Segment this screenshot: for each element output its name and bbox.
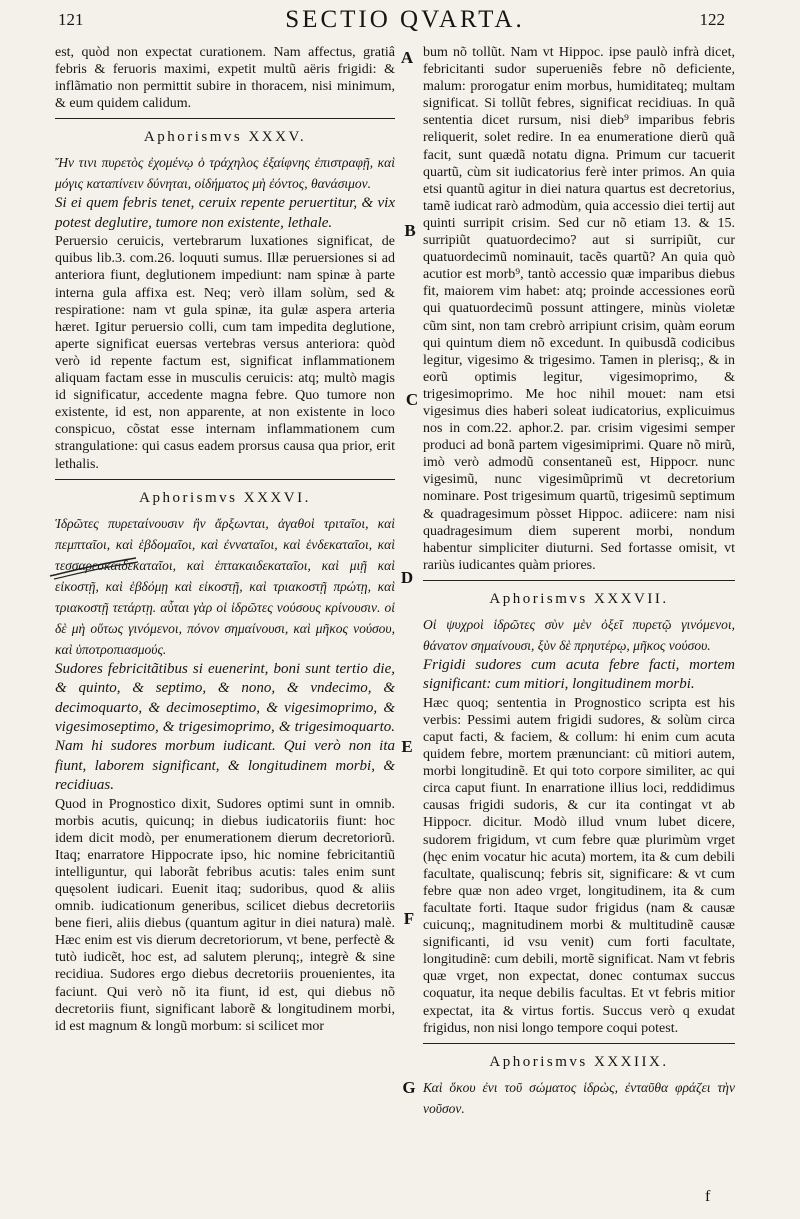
pointing-hand-icon (48, 554, 140, 580)
margin-mark-a: A (400, 48, 414, 67)
margin-mark-e: E (401, 737, 413, 756)
margin-mark-c: C (405, 390, 419, 409)
commentary-paragraph: Hæc quoq; sententia in Prognostico scripta est his verbis: Pessimi autem frigidi sudores, & solùm circa caput facti, & faciem, & collum: hi enim cum acuta quidem febre, mortem prænunciant: cũ mitiori autem, morbi longitudinẽ. Et qui toto corpore similiter, ac qui circa caput fiunt. In enarratione illius loci, reddidimus causas frigidi sudoris, & cur ita contingat vt ab Hippocr. dicitur. Modò illud vnum lubet dicere, sudorem frigidum, vt cum febre quæ plurimùm vrget (hęc enim vocatur hic acuta) mortem, ita & cum debili facultate, qualiscunq; febris sit, significare: & vt cum febre quæ non adeo vrget, longitudinem, ita & cum facultate forti. Itaque sudor frigidus (nam & causæ cuicunq;, magnitudinem morbi & multitudinẽ causæ significanti, id vsu venit) cum forti facultate, longitudinẽ: cum debili, mortẽ significat. Nam vt febris quæ vrget, non expectat, donec contumax succus coquatur, ita neque debilis facultas. Et vt febris mitior expectat, ita & virtus fortis. Succus verò q exudat frigidus, non nisi longo tempore coqui potest. (423, 695, 735, 1036)
page-number-right: 122 (699, 10, 725, 29)
aphorism-heading: Aphorismvs XXXIIX. (489, 1053, 669, 1070)
latin-translation: Sudores febricitãtibus si euenerint, boni sunt tertio die, & quinto, & septimo, & nono, & vndecimo, & decimoquarto, & decimoseptimo, & vigesimoprimo, & vigesimoseptimo, & trigesimoprimo, & trigesimoquarto. Nam hi sudores morbum iudicant. Qui verò non ita fiunt, laborem significant, & longitudinem morbi, & recidiuas. (55, 660, 395, 794)
page-number-left: 121 (58, 10, 84, 29)
commentary-paragraph: bum nõ tollũt. Nam vt Hippoc. ipse paulò infrà dicet, febricitanti sudor superueniẽs febre nõ deficiente, malum: prorogatur enim morbus, humiditateq; multam significat. Si tollũt febres, significat recidiuas. In quã sententia dicet rursum, nisi dieb⁹ imparibus febris reliquerit, solet redire. In ea enumeratione dierũ quã facit, sunt quædã notatu digna. Primum cur tacuerit quartũ, cùm sit iudicatorius ferè inter primos. An quia etsi quantũ agitur in diei natura quartus est decretorius, tamẽ iudicat rarò admodùm, quia accessio diei tertij aut quinti surripit crisim. Sed cur nõ etiam 13. & 15. surripiũt quatuordecimo? aut si surripiũt, cur quatuordecimũ nominauit, tacẽs quartũ? An quia quò acutior est morb⁹, tantò accessio quæ imparibus diebus fit, maiorem vim habet: atq; proinde accessiones eorũ qui quatuordecimũ possunt attingere, minùs violetæ cũm sint, non tam crebrò arripiunt crisim, quàm eorum qui quintum diem nõ excedunt. In quibusdã codicibus legitur, vigesimo & trigesimo. Tamen in plerisq;, & in eorũ optimis legitur, vigesimoprimo, & trigesimoprimo. Me hoc nihil mouet: nam etsi vigesimus dies haberi soleat iudicatorius, explicuimus nos in com.22. aphor.2. par. crisim vigesimi semper produci ad bonã partem vigesimiprimi. Quare nõ mirũ, imò verò admodũ consentaneũ est, Hippocr. nunc vigesimũ, nunc vigesimũprimũ vt decretorium nominare. Post trigesimum quartũ, trigesimũ septimum & quadragesimum pòsset Hippoc. adiicere: nam nisi quadragesimum diem superent morbi, nondum habentur simpliciter diuturni. Sed fortasse omisit, vt rariùs iudicantes quàm priores. (423, 45, 735, 573)
catchword: f (705, 1188, 711, 1205)
greek-text: Ἱδρῶτες πυρεταίνουσιν ἢν ἄρξωνται, ἀγαθοὶ τριταῖοι, καὶ πεμπταῖοι, καὶ ἑβδομαῖοι, καὶ ἐνναταῖοι, καὶ ἑνδεκαταῖοι, καὶ τεσσαρεσκαιδεκαταῖοι, καὶ ἑπτακαιδεκαταῖοι, καὶ μιῇ καὶ εἰκοστῇ, καὶ ἑβδόμῃ καὶ εἰκοστῇ, καὶ τριακοστῇ πρώτῃ, καὶ τριακοστῇ τετάρτῃ. αὗται γὰρ οἱ ἱδρῶτες νούσους κρίνουσιν. οἱ δὲ μὴ οὕτως γινόμενοι, πόνον σημαίνουσι, καὶ μῆκος νούσου, καὶ ὑποτροπιασμούς. (55, 515, 395, 657)
latin-translation: Frigidi sudores cum acuta febre facti, mortem significant: cum mitiori, longitudinem morbi. (423, 657, 735, 693)
greek-text: Οἱ ψυχροὶ ἱδρῶτες σὺν μὲν ὀξεῖ πυρετῷ γινόμενοι, θάνατον σημαίνουσι, ξὺν δὲ πρηυτέρῳ, μῆκος νούσου. (423, 617, 735, 653)
aphorism-heading: Aphorismvs XXXVI. (139, 489, 311, 506)
latin-translation: Si ei quem febris tenet, ceruix repente peruertitur, & vix potest deglutire, tumore non existente, lethale. (55, 195, 395, 231)
left-column (55, 44, 395, 1035)
margin-mark-f: F (403, 909, 415, 928)
running-head: SECTIO QVARTA. (285, 6, 525, 33)
right-column (423, 44, 735, 1119)
commentary-paragraph: Quod in Prognostico dixit, Sudores optimi sunt in omnib. morbis acutis, quicunq; in diebus iudicatoriis fiunt: hoc idem dicit modò, per enumerationem dierum decretoriorũ. Itaq; enarratore Hippocrate ipso, hic nomine febricitantiũ intelliguntur, qui laborãt febribus acutis: tales enim sunt quęsolent iudicari. Euenit itaq; sudoribus, quod & aliis omnib. iudicationum generibus, scilicet diebus decretoriis bene fieri, aliis diebus (quantum agitur in diei natura) malè. Hæc enim est vis dierum decretoriorum, vt bene, perfectè & tutò iudicẽt, hoc est, ad salutem plerunq;, integrè & sine recidiua. Sudores ergo diebus decretoriis prouenientes, ita faciunt. Qui verò nõ ita fiunt, id est, qui diebus nõ decretoriis fiunt, significant laborẽ & longitudinem morbi, id est magnum & longũ morbum: si scilicet mor (55, 796, 395, 1034)
commentary-paragraph: est, quòd non expectat curationem. Nam affectus, gratiâ febris & feruoris maximi, expetit multũ aëris frigidi: & inflãmatio non permittit subire in thoracem, nisi minimum, & eum quidem calidum. (55, 45, 395, 112)
margin-mark-d: D (400, 568, 414, 587)
section-rule (55, 118, 395, 119)
section-rule (423, 1043, 735, 1044)
section-rule (55, 479, 395, 480)
section-rule (423, 580, 735, 581)
greek-text: Ἤν τινι πυρετὸς ἐχομένῳ ὁ τράχηλος ἐξαίφνης ἐπιστραφῇ, καὶ μόγις καταπίνειν δύνηται, οἰδήματος μὴ ἐόντος, θανάσιμον. (55, 155, 395, 192)
greek-text: Καὶ ὅκου ἐνι τοῦ σώματος ἱδρὼς, ἐνταῦθα φράζει τὴν νοῦσον. (423, 1079, 735, 1116)
aphorism-heading: Aphorismvs XXXV. (143, 129, 307, 146)
margin-mark-b: B (404, 221, 416, 240)
commentary-paragraph: Peruersio ceruicis, vertebrarum luxationes significat, de quibus lib.3. com.26. loquuti sumus. Illæ peruersiones si ad anteriora fiunt, deglutionem impediunt: nam spinæ à parte interna gula affixa est. Neq; verò illam solùm, sed & respiratione: nam vt gula spinæ, ita gulæ aspera arteria hæret. Igitur peruersio colli, cum tam impedita deglutione, aperte significat euersas vertebras versus anteriora: quòd verò id repente factum est, significat inflammationem aliquam factam esse in musculis ceruicis: atq; multò magis id significatur, accedente magna febre. Quo tumore non existente, id est, non apparente, at non existente in loco conspicuo, cõstat esse internam inflammationem cum strangulatione: qui casus eadem prorsus causa qua prior, erit lethalis. (55, 234, 395, 472)
page-header (55, 6, 755, 36)
aphorism-heading: Aphorismvs XXXVII. (489, 590, 669, 607)
margin-mark-g: G (402, 1078, 416, 1097)
